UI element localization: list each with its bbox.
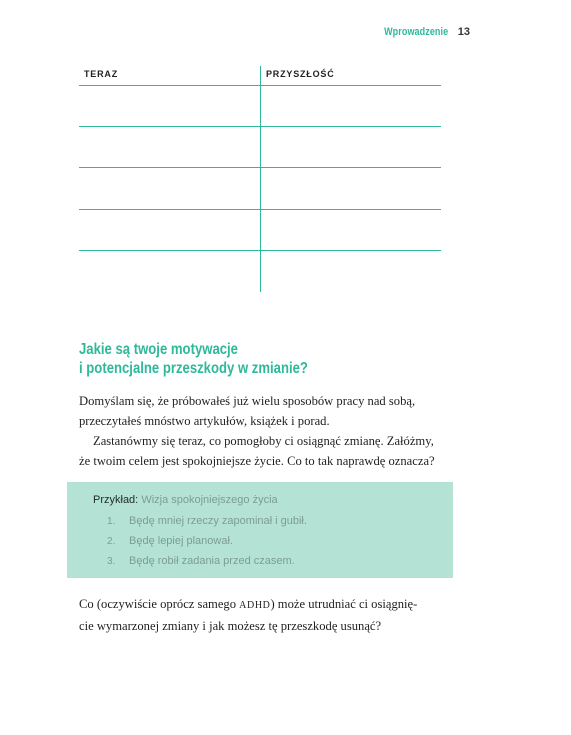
example-heading (93, 494, 278, 506)
list-number: 2. (107, 536, 116, 547)
list-text: Będę robił zadania przed czasem. (129, 555, 295, 567)
heading-line-2: i potencjalne przeszkody w zmianie? (79, 360, 308, 377)
paragraph-line: Domyślam się, że próbowałeś już wielu sposobów pracy nad sobą, (79, 394, 416, 408)
list-text: Będę mniej rzeczy zapominał i gubił. (129, 515, 307, 527)
example-box (67, 482, 453, 578)
page-number: 13 (457, 26, 470, 38)
list-text: Będę lepiej planował. (129, 535, 233, 547)
closing-text: Co (oczywiście oprócz samego (79, 597, 240, 611)
column-header-future: PRZYSZŁOŚĆ (266, 69, 335, 79)
list-item (107, 534, 307, 554)
paragraph-line: cie wymarzonej zmiany i jak możesz tę przeszkodę usunąć? (79, 619, 382, 633)
paragraph-line: przeczytałeś mnóstwo artykułów, książek i porad. (79, 414, 330, 428)
paragraph-line: Zastanówmy się teraz, co pomogłoby ci osiągnąć zmianę. Załóżmy, (93, 434, 434, 448)
list-item (107, 554, 307, 574)
column-header-now: TERAZ (84, 69, 118, 79)
intro-paragraphs (79, 391, 445, 471)
section-heading (79, 340, 308, 378)
closing-text: ) może utrudniać ci osiągnię- (270, 597, 418, 611)
paragraph-line (79, 594, 445, 616)
example-list (107, 514, 307, 574)
list-number: 3. (107, 556, 116, 567)
example-title: Wizja spokojniejszego życia (141, 494, 278, 506)
list-item (107, 514, 307, 534)
example-label: Przykład: (93, 494, 139, 506)
list-number: 1. (107, 516, 116, 527)
paragraph-line: że twoim celem jest spokojniejsze życie. Co to tak naprawdę oznacza? (79, 454, 435, 468)
heading-line-1: Jakie są twoje motywacje (79, 341, 238, 358)
running-header (370, 26, 470, 38)
now-future-table (79, 66, 441, 292)
adhd-acronym: ADHD (239, 600, 271, 611)
closing-paragraph (79, 594, 445, 636)
table-column-divider (260, 66, 261, 292)
section-name: Wprowadzenie (383, 26, 448, 38)
